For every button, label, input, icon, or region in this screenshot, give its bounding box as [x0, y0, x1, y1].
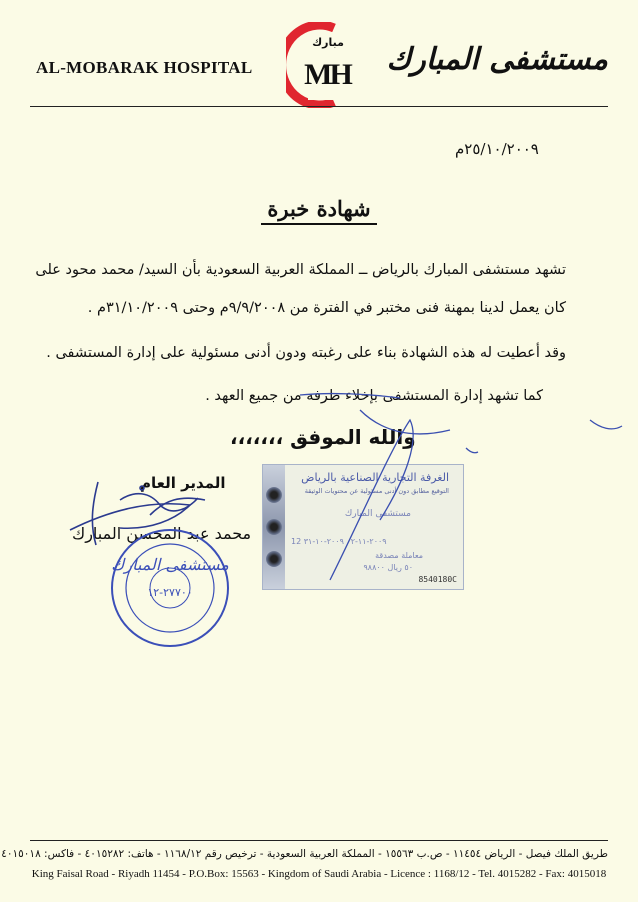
hospital-logo [286, 22, 358, 108]
svg-text:MH: MH [304, 58, 350, 91]
footer-address-ar: طريق الملك فيصل - الرياض ١١٤٥٤ - ص.ب ١٥٥٦٣ - المملكة العربية السعودية - ترخيص رقم ١١٦٨/١٢ - هاتف: ٤٠١٥٢٨٢ - فاكس: ٤٠١٥٠١٨ [1, 848, 608, 860]
footer-address-en: King Faisal Road - Riyadh 11454 - P.O.Box: 15563 - Kingdom of Saudi Arabia - Licence : 1168/12 - Tel. 4015282 - Fax: 4015018 [31, 868, 607, 880]
certification-status: معاملة مصدقة [375, 551, 423, 560]
header-rule [30, 106, 608, 107]
chamber-name: الغرفة التجارية الصناعية بالرياض [301, 471, 449, 484]
hologram-icon [266, 551, 282, 567]
hologram-icon [266, 519, 282, 535]
chamber-disclaimer: التوقيع مطابق دون أدنى مسئولية عن محتويات الوثيقة [304, 487, 449, 495]
hologram-icon [266, 487, 282, 503]
certification-fee: ٥٠ ريال ٩٨٨٠٠ [363, 563, 413, 572]
letter-date: ٢٥/١٠/٢٠٠٩م [455, 140, 539, 158]
chamber-certification [262, 464, 464, 590]
body-line-1: تشهد مستشفى المبارك بالرياض ــ المملكة العربية السعودية بأن السيد/ محمد محود على [35, 262, 566, 278]
certification-dates: 12 ٢٠٠٩-١١-٠٢ ٢٠٠٩-١٠-٣١ [291, 537, 387, 546]
certificate-title [0, 196, 638, 221]
body-line-4: كما تشهد إدارة المستشفى بإخلاء طرفه من جميع العهد . [205, 388, 543, 404]
certified-entity: مستشفى المبارك [344, 509, 411, 519]
body-line-3: وقد أعطيت له هذه الشهادة بناء على رغبته ودون أدنى مسئولية على إدارة المستشفى . [46, 345, 566, 361]
stamp-ring-text: مستشفى المبارك [111, 555, 229, 574]
hospital-name-ar: مستشفى المبارك [386, 42, 608, 77]
hologram-strip [263, 465, 285, 589]
hospital-round-stamp [111, 530, 229, 646]
footer-rule [30, 840, 608, 841]
hospital-name-en: AL-MOBARAK HOSPITAL [36, 58, 253, 77]
certification-serial: 8540180C [418, 575, 457, 584]
closing-phrase: والله الموفق ،،،،،،، [230, 425, 416, 449]
body-line-2: كان يعمل لدينا بمهنة فنى مختبر في الفترة من ٩/٩/٢٠٠٨م وحتى ٣١/١٠/٢٠٠٩م . [87, 300, 566, 316]
certificate-title-text: شهادة خبرة [261, 196, 376, 225]
svg-text:مبارك: مبارك [312, 36, 344, 49]
stamp-number: ٢٧٧٠٠-١٢ [147, 586, 193, 599]
signatory-title: المدير العام [140, 474, 226, 492]
signatory-name: محمد عبد المحسن المبارك [72, 524, 252, 543]
